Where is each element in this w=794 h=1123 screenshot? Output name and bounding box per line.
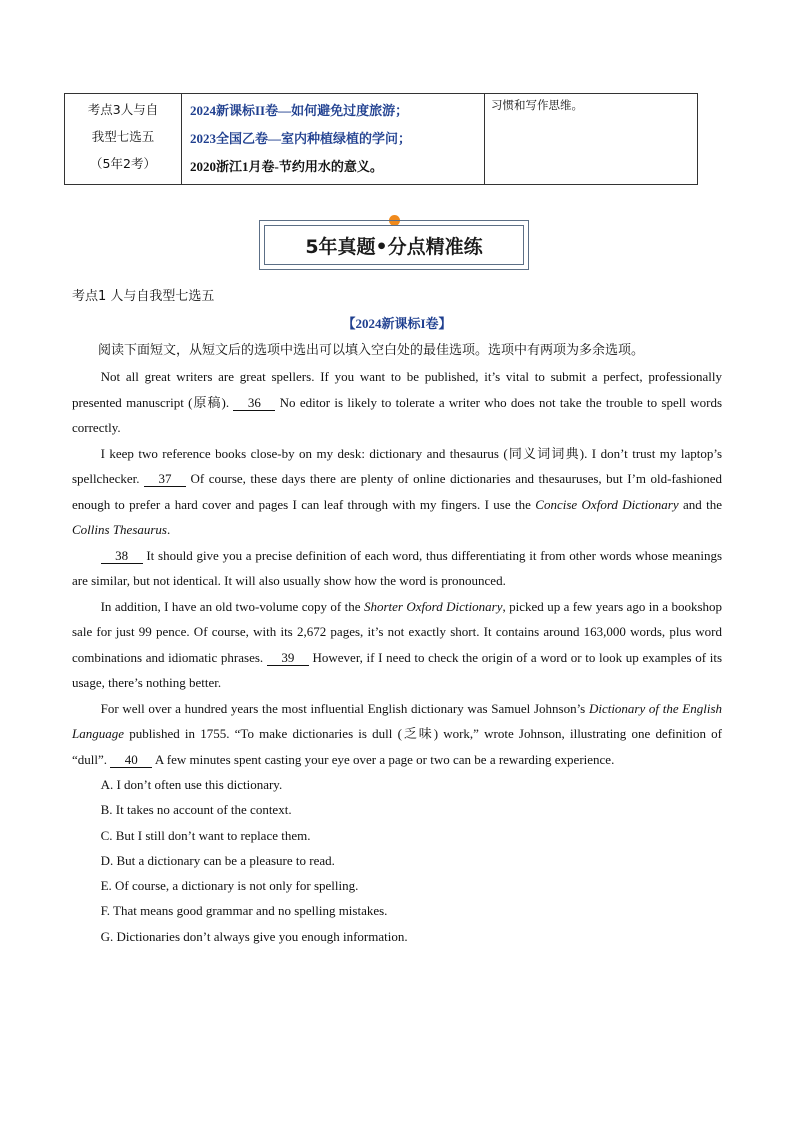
table-row bbox=[65, 94, 698, 185]
instructions: 阅读下面短文，从短文后的选项中选出可以填入空白处的最佳选项。选项中有两项为多余选项。 bbox=[98, 343, 645, 358]
text: No editor is likely to tolerate a writer who does not take the trouble to spell words correctly. bbox=[72, 394, 723, 435]
section-label: 考点1 人与自我型七选五 bbox=[72, 289, 215, 304]
topic-line: 我型七选五 bbox=[91, 129, 155, 144]
book-title: Shorter Oxford Dictionary bbox=[363, 598, 503, 614]
main-content bbox=[72, 286, 722, 949]
option-b: B. It takes no account of the context. bbox=[100, 802, 292, 818]
option-d: D. But a dictionary can be a pleasure to read. bbox=[100, 852, 335, 868]
text: . bbox=[167, 522, 171, 537]
source-label: 【2024新课标I卷】 bbox=[342, 316, 452, 331]
option-a: A. I don’t often use this dictionary. bbox=[100, 777, 283, 792]
topic-line: 考点3人与自 bbox=[87, 102, 159, 117]
blank-36: 36 bbox=[233, 395, 275, 411]
summary-table bbox=[64, 93, 698, 185]
text: It should give you a precise definition of each word, thus differentiating it from other words whose meanings are similar, but not identical. It will also usually show how the word is pronounced. bbox=[72, 547, 723, 588]
passage-paragraph-1 bbox=[72, 364, 722, 441]
text: , picked up a few years ago in a bookshop sale for just 99 pence. Of course, with its 2,672 pages, it’s not exactly short. It contains around 163,000 words, plus word combinations and idiomatic phrases. bbox=[72, 598, 722, 665]
option-g: G. Dictionaries don’t always give you enough information. bbox=[100, 928, 408, 944]
text: I keep two reference books close-by on my desk: dictionary and thesaurus (同义词词典). I don’t trust my laptop’s spellchecker. bbox=[72, 445, 722, 486]
blank-40: 40 bbox=[110, 752, 152, 768]
passage-paragraph-5 bbox=[72, 696, 722, 773]
option-f: F. That means good grammar and no spelling mistakes. bbox=[100, 903, 388, 919]
text: In addition, I have an old two-volume copy of the bbox=[100, 598, 361, 614]
exam-line: 2020浙江1月卷-节约用水的意义。 bbox=[190, 159, 383, 174]
passage-paragraph-2 bbox=[72, 441, 722, 543]
text: However, if I need to check the origin of a word or to look up examples of its usage, there’s nothing better. bbox=[72, 649, 723, 690]
exam-line: 2024新课标II卷—如何避免过度旅游； bbox=[190, 103, 409, 118]
book-title: Collins Thesaurus bbox=[72, 522, 167, 537]
passage-paragraph-3 bbox=[72, 543, 722, 594]
note-cell: 习惯和写作思维。 bbox=[485, 94, 698, 185]
banner-frame bbox=[259, 220, 529, 270]
book-title: Concise Oxford Dictionary bbox=[535, 496, 679, 512]
text: A few minutes spent casting your eye over a page or two can be a rewarding experience. bbox=[154, 751, 615, 767]
text: Of course, these days there are plenty of online dictionaries and thesauruses, but I’m old-fashioned enough to prefer a hard cover and pages I can leaf through with my fingers. I use the bbox=[72, 471, 723, 512]
topic-cell bbox=[65, 94, 182, 185]
banner-title: 5年真题•分点精准练 bbox=[264, 225, 524, 265]
text: published in 1755. “To make dictionaries is dull (乏味) work,” wrote Johnson, illustrating one definition of “dull”. bbox=[72, 726, 723, 767]
blank-37: 37 bbox=[144, 471, 186, 487]
blank-39: 39 bbox=[267, 650, 309, 666]
exam-list-cell bbox=[182, 94, 485, 185]
book-title: Dictionary of the English Language bbox=[72, 700, 723, 741]
text: and the bbox=[682, 496, 723, 512]
section-banner bbox=[259, 215, 531, 271]
text: Not all great writers are great spellers. If you want to be published, it’s vital to submit a perfect, professionally presented manuscript (原稿). bbox=[72, 369, 722, 410]
option-e: E. Of course, a dictionary is not only for spelling. bbox=[100, 878, 359, 894]
option-c: C. But I still don’t want to replace them. bbox=[100, 827, 311, 843]
exam-line: 2023全国乙卷—室内种植绿植的学问； bbox=[190, 131, 412, 146]
options-list bbox=[72, 772, 722, 949]
topic-line: （5年2考） bbox=[90, 156, 156, 171]
text: For well over a hundred years the most influential English dictionary was Samuel Johnson’s bbox=[100, 700, 586, 716]
passage-paragraph-4 bbox=[72, 594, 722, 696]
blank-38: 38 bbox=[101, 548, 143, 564]
